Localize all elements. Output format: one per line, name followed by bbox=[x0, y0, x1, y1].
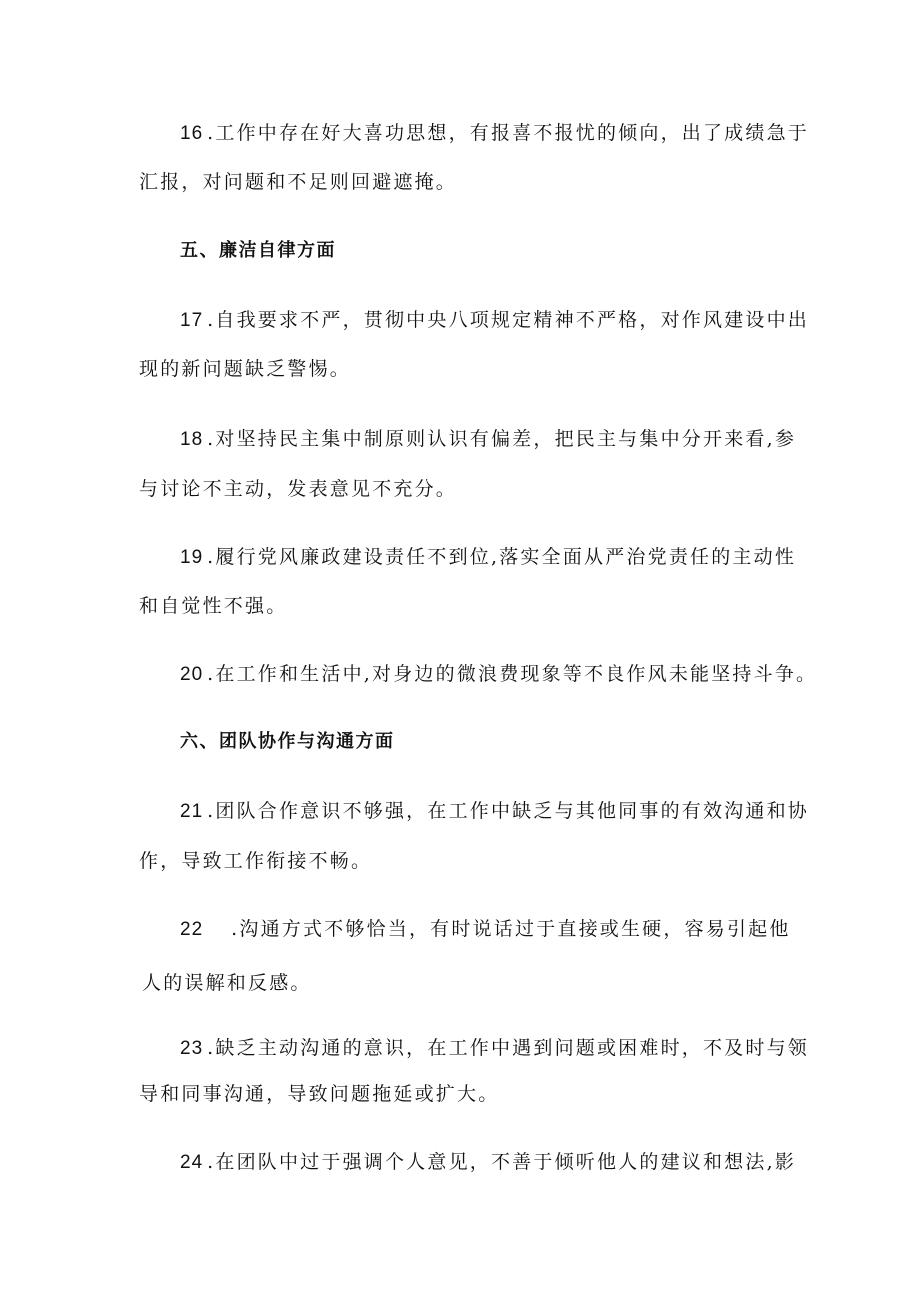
item-23-line-2 bbox=[0, 1080, 920, 1108]
item-text: 汇报，对问题和不足则回避遮掩。 bbox=[139, 171, 458, 193]
item-20-line-1 bbox=[0, 660, 920, 689]
item-21-line-1 bbox=[0, 797, 920, 826]
item-text: .在工作和生活中,对身边的微浪费现象等不良作风未能坚持斗争。 bbox=[207, 663, 818, 685]
item-number: 17 bbox=[180, 310, 204, 331]
item-text: 与讨论不主动，发表意见不充分。 bbox=[139, 478, 458, 500]
item-number: 21 bbox=[180, 801, 204, 822]
item-18-line-1 bbox=[0, 425, 920, 454]
item-22-line-1 bbox=[0, 915, 920, 944]
section-heading-teamwork: 六、团队协作与沟通方面 bbox=[180, 731, 395, 752]
item-23-line-1 bbox=[0, 1034, 920, 1063]
item-number: 16 bbox=[180, 123, 204, 144]
item-17-line-2 bbox=[0, 355, 920, 383]
item-number: 24 bbox=[180, 1152, 204, 1173]
item-text: .对坚持民主集中制原则认识有偏差，把民主与集中分开来看,参 bbox=[207, 428, 797, 450]
item-text: 导和同事沟通，导致问题拖延或扩大。 bbox=[139, 1083, 500, 1105]
item-number: 22 bbox=[180, 919, 204, 940]
item-text: .工作中存在好大喜功思想，有报喜不报忧的倾向，出了成绩急于 bbox=[207, 122, 809, 144]
item-text: .沟通方式不够恰当，有时说话过于直接或生硬，容易引起他 bbox=[231, 918, 791, 940]
item-number: 23 bbox=[180, 1038, 204, 1059]
item-text: .履行党风廉政建设责任不到位,落实全面从严治党责任的主动性 bbox=[207, 546, 797, 568]
item-17-line-1 bbox=[0, 306, 920, 335]
item-number: 19 bbox=[180, 547, 204, 568]
item-text: 作，导致工作衔接不畅。 bbox=[139, 850, 373, 872]
item-text: 和自觉性不强。 bbox=[139, 595, 288, 617]
item-18-line-2 bbox=[0, 475, 920, 503]
item-text: 人的误解和反感。 bbox=[142, 972, 312, 994]
item-text: .团队合作意识不够强，在工作中缺乏与其他同事的有效沟通和协 bbox=[207, 800, 809, 822]
item-text: 现的新问题缺乏警惕。 bbox=[139, 358, 352, 380]
section-heading-integrity: 五、廉洁自律方面 bbox=[180, 240, 336, 261]
item-number: 20 bbox=[180, 664, 204, 685]
item-19-line-1 bbox=[0, 543, 920, 572]
item-text: .在团队中过于强调个人意见，不善于倾听他人的建议和想法,影 bbox=[207, 1151, 797, 1173]
item-text: .自我要求不严，贯彻中央八项规定精神不严格，对作风建设中出 bbox=[207, 309, 809, 331]
item-number: 18 bbox=[180, 429, 204, 450]
item-16-line-1 bbox=[0, 119, 920, 148]
item-21-line-2 bbox=[0, 847, 920, 875]
item-22-line-2 bbox=[0, 969, 920, 997]
item-16-line-2 bbox=[0, 168, 920, 196]
item-19-line-2 bbox=[0, 592, 920, 620]
item-24-line-1 bbox=[0, 1148, 920, 1177]
item-text: .缺乏主动沟通的意识，在工作中遇到问题或困难时，不及时与领 bbox=[207, 1037, 809, 1059]
